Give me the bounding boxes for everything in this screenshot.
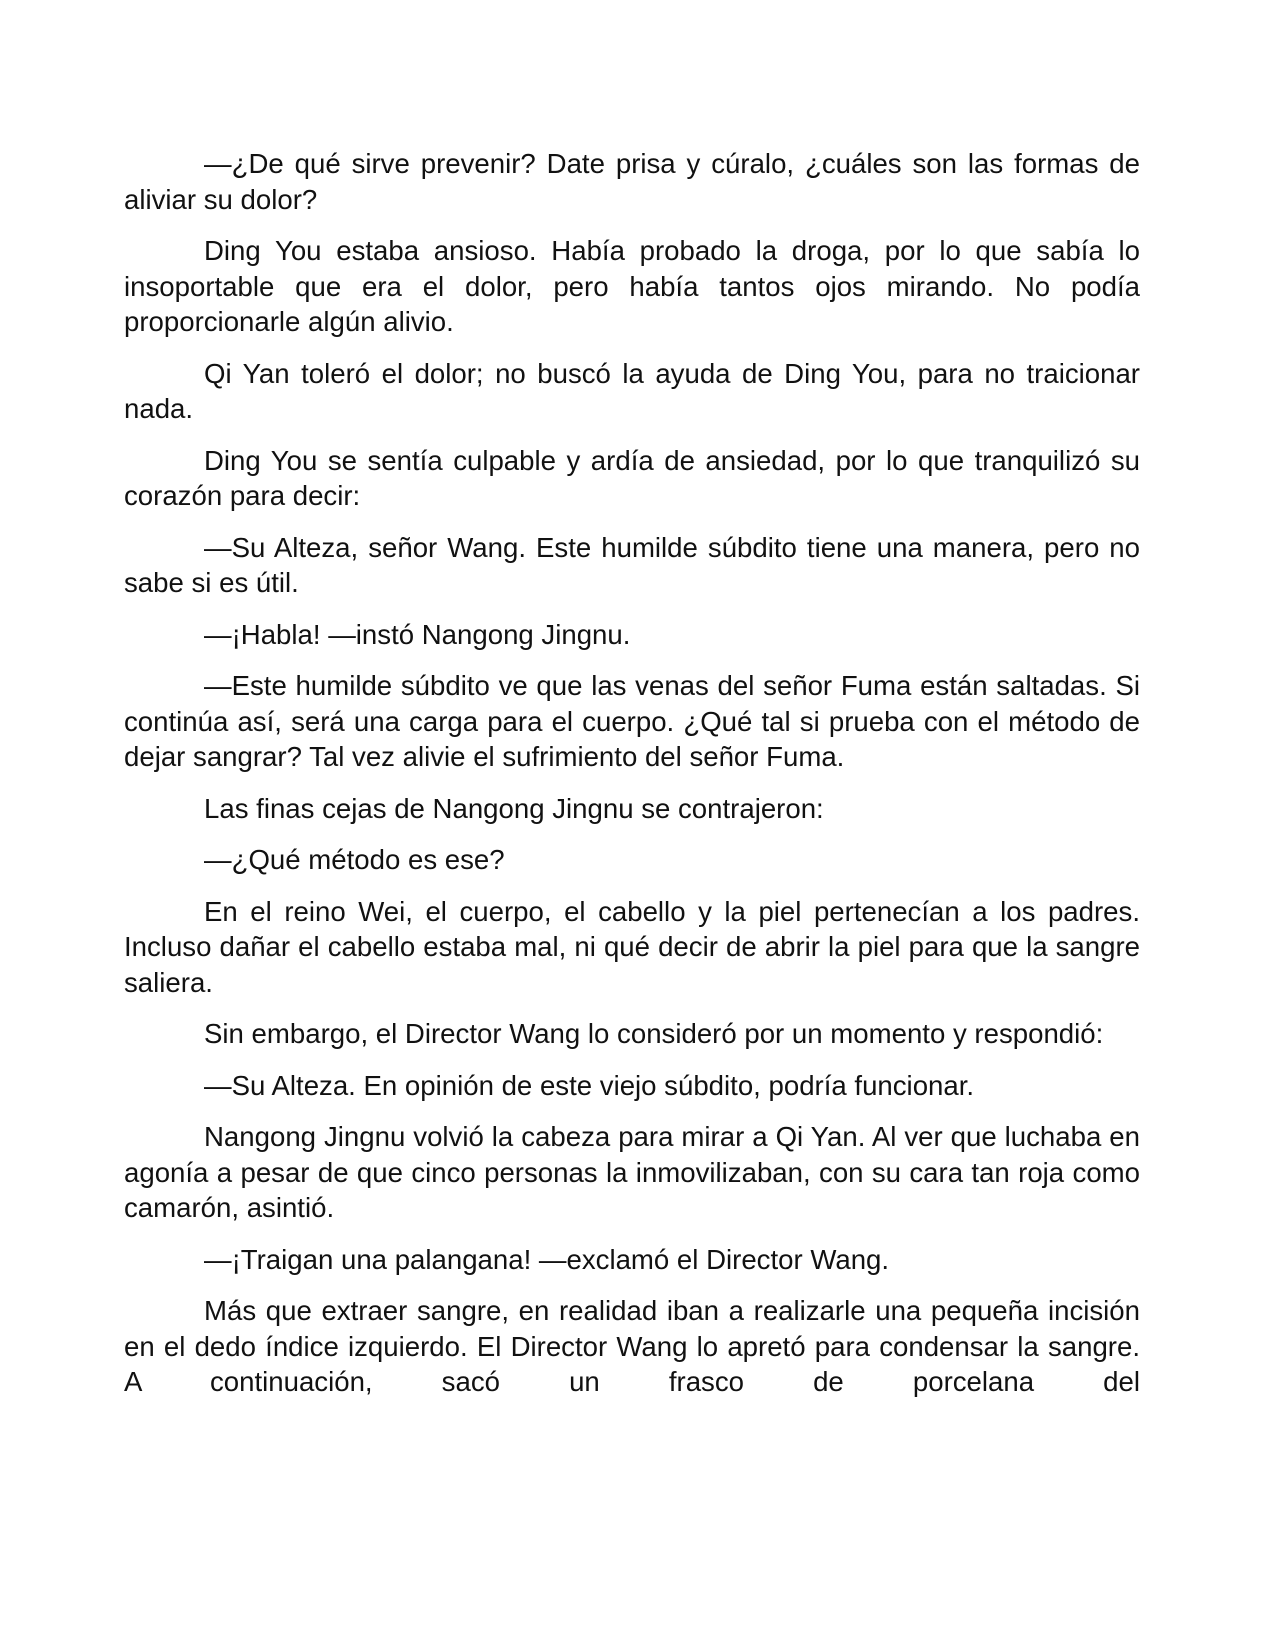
paragraph-15: Más que extraer sangre, en realidad iban a realizarle una pequeña incisión en el dedo índice izquierdo. El Director Wang lo apretó para condensar la sangre. A continuación, sacó un frasco de porcelana del	[124, 1295, 1140, 1397]
paragraph-1: —¿De qué sirve prevenir? Date prisa y cúralo, ¿cuáles son las formas de aliviar su dolor?	[124, 148, 1140, 215]
document-page	[124, 146, 1140, 1416]
paragraph-5: —Su Alteza, señor Wang. Este humilde súbdito tiene una manera, pero no sabe si es útil.	[124, 531, 1140, 598]
paragraph-13: Nangong Jingnu volvió la cabeza para mirar a Qi Yan. Al ver que luchaba en agonía a pesar de que cinco personas la inmovilizaban, con su cara tan roja como camarón, asintió.	[124, 1121, 1140, 1223]
paragraph-12: —Su Alteza. En opinión de este viejo súbdito, podría funcionar.	[204, 1069, 975, 1101]
paragraph-14: —¡Traigan una palangana! —exclamó el Director Wang.	[204, 1243, 890, 1275]
paragraph-2: Ding You estaba ansioso. Había probado la droga, por lo que sabía lo insoportable que era el dolor, pero había tantos ojos mirando. No podía proporcionarle algún alivio.	[124, 235, 1140, 337]
paragraph-3: Qi Yan toleró el dolor; no buscó la ayuda de Ding You, para no traicionar nada.	[124, 357, 1140, 424]
paragraph-10: En el reino Wei, el cuerpo, el cabello y la piel pertenecían a los padres. Incluso dañar el cabello estaba mal, ni qué decir de abrir la piel para que la sangre saliera.	[124, 895, 1140, 998]
paragraph-11: Sin embargo, el Director Wang lo consideró por un momento y respondió:	[204, 1018, 1104, 1049]
paragraph-8: Las finas cejas de Nangong Jingnu se contrajeron:	[204, 792, 824, 824]
paragraph-7: —Este humilde súbdito ve que las venas del señor Fuma están saltadas. Si continúa así, será una carga para el cuerpo. ¿Qué tal si prueba con el método de dejar sangrar? Tal vez alivie el sufrimiento del señor Fuma.	[124, 670, 1140, 772]
paragraph-4: Ding You se sentía culpable y ardía de ansiedad, por lo que tranquilizó su corazón para decir:	[124, 444, 1140, 511]
paragraph-6: —¡Habla! —instó Nangong Jingnu.	[204, 618, 631, 650]
paragraph-9: —¿Qué método es ese?	[204, 844, 505, 875]
